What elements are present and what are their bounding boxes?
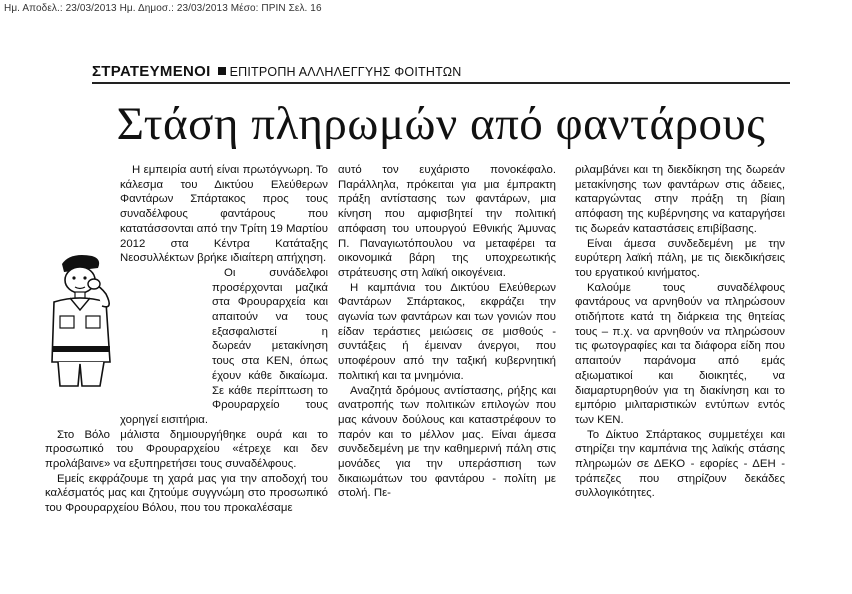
paragraph: Στο Βόλο μάλιστα δημιουργήθηκε ουρά και το προσωπικό του Φρουραρχείου «έτρεχε και δεν προλάβαινε» να εξυπηρετήσει τους συναδέλφους. <box>45 428 328 471</box>
section-subtitle: ΕΠΙΤΡΟΠΗ ΑΛΛΗΛΕΓΓΥΗΣ ΦΟΙΤΗΤΩΝ <box>229 65 462 79</box>
illustration-space <box>120 268 212 408</box>
square-bullet-icon <box>218 67 226 75</box>
paragraph: Καλούμε τους συναδέλφους φαντάρους να αρνηθούν να πληρώσουν οτιδήποτε κατά τη διάρκεια της θητείας τους – π.χ. να αρνηθούν να πληρώσουν τις φωτογραφίες και τα διάφορα είδη που απαιτούν παράνομα από εμάς αξιωματικοί και διοικητές, να διαμαρτυρηθούν για τη διακίνηση και το εμπόριο μιλιταριστικών εντύπων εντός των ΚΕΝ. <box>575 281 785 426</box>
paragraph: Η καμπάνια του Δικτύου Ελεύθερων Φαντάρων Σπάρτακος, εκφράζει την αγωνία των φαντάρων και των γονιών που είδαν τεράστιες μειώσεις σε μισθούς - συντάξεις ή έμειναν άνεργοι, που υποφέρουν από την ταξική κυβερνητική πολιτική και τα μνημόνια. <box>338 281 556 382</box>
section-header <box>92 63 461 80</box>
paragraph: Η εμπειρία αυτή είναι πρωτόγνωρη. Το κάλεσμα του Δικτύου Ελεύθερων Φαντάρων Σπάρτακος προς τους συναδέλφους φαντάρους που κατατάσσονται από την Τρίτη 19 Μαρτίου 2012 στα Κέντρα Κατάταξης Νεοσυλλέκτων βρήκε ιδιαίτερη απήχηση. <box>120 164 328 265</box>
article-column-1 <box>45 163 328 516</box>
paragraph: Είναι άμεσα συνδεδεμένη με την ευρύτερη λαϊκή πάλη, με τις διεκδικήσεις του εργατικού κινήματος. <box>575 237 785 279</box>
article-column-3 <box>575 163 785 501</box>
article-column-2 <box>338 163 556 501</box>
article-headline: Στάση πληρωμών από φαντάρους <box>116 98 766 150</box>
paragraph: Εμείς εκφράζουμε τη χαρά μας για την αποδοχή του καλέσματός μας και ζητούμε συγγνώμη στο προσωπικό του Φρουραρχείου Βόλου, που του προκαλέσαμε <box>45 472 328 515</box>
paragraph: ριλαμβάνει και τη διεκδίκηση της δωρεάν μετακίνησης των φαντάρων στις άδειες, καταργώντας στην πράξη τη βίαιη απόφαση της κυβέρνησης να καταργήσει τις δωρεάν καταστάσεις επιβίβασης. <box>575 164 785 235</box>
paragraph: Αναζητά δρόμους αντίστασης, ρήξης και ανατροπής των πολιτικών επιλογών που μας κάνουν δούλους και καταστρέφουν το παρόν και το μέλλον μας. Είναι άμεσα συνδεδεμένη με την καθημερινή πάλη στις μονάδες για την υπεράσπιση των δικαιωμάτων του φαντάρου - πολίτη με στολή. Πε- <box>338 384 556 500</box>
paragraph: Οι συνάδελφοι προσέρχονται μαζικά στα Φρουραρχεία και απαιτούν να τους εξασφαλιστεί η δωρεάν μετακίνηση τους στα ΚΕΝ, όπως έχουν κάθε δικαίωμα. Σε κάθε περίπτωση το Φρουραρχείο τους χορηγεί εισιτήρια. <box>120 266 328 426</box>
section-rule <box>92 82 790 84</box>
paragraph: Το Δίκτυο Σπάρτακος συμμετέχει και στηρίζει την καμπάνια της λαϊκής στάσης πληρωμών σε ΔΕΚΟ - εφορίες - ΔΕΗ - τράπεζες που στηρίζουν δεκάδες συλλογικότητες. <box>575 428 785 500</box>
paragraph: αυτό τον ευχάριστο πονοκέφαλο. Παράλληλα, πρόκειται για μια έμπρακτη πράξη αντίστασης των φαντάρων, μια κίνηση που αμφισβητεί την πολιτική απόφαση του υπουργού Εθνικής Άμυνας Π. Παναγιωτόπουλου να μεταφέρει τα οικονομικά βάρη της υποχρεωτικής στράτευσης στη λαϊκή οικογένεια. <box>338 164 556 279</box>
clipping-metadata: Ημ. Αποδελ.: 23/03/2013 Ημ. Δημοσ.: 23/03/2013 Μέσο: ΠΡΙΝ Σελ. 16 <box>4 3 322 14</box>
section-name: ΣΤΡΑΤΕΥΜΕΝΟΙ <box>92 63 211 80</box>
soldier-saluting-icon <box>40 250 122 390</box>
